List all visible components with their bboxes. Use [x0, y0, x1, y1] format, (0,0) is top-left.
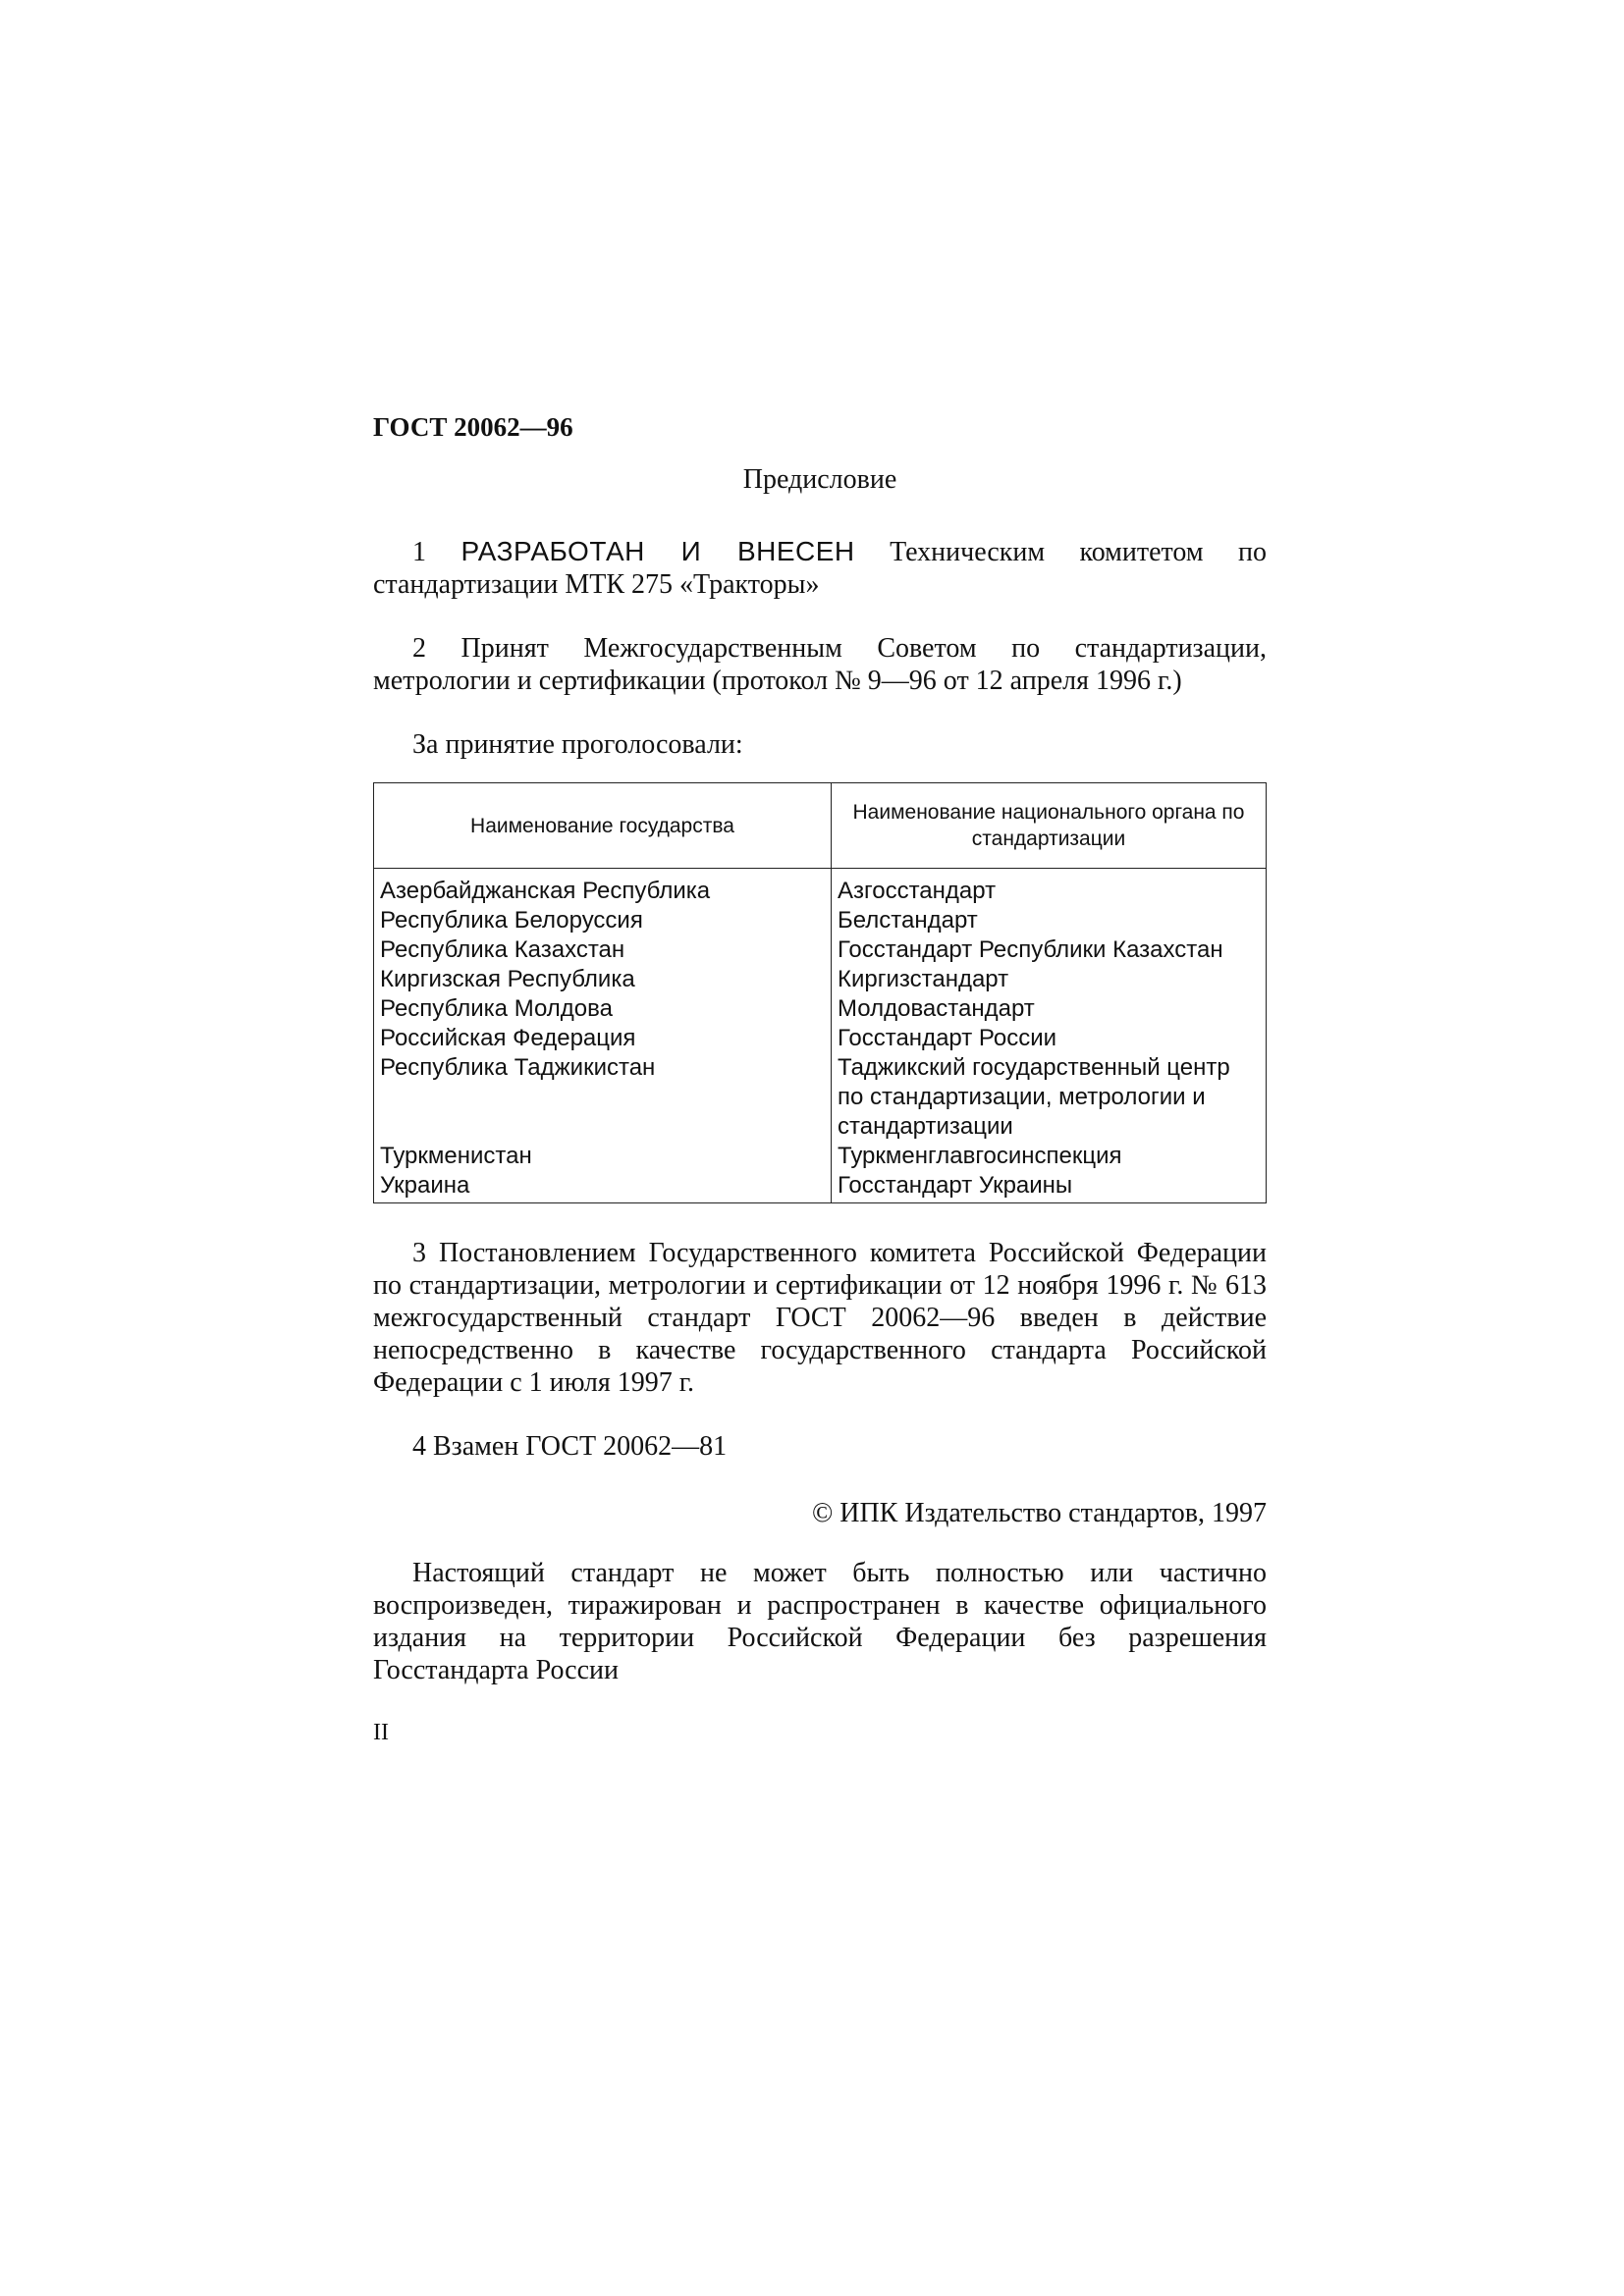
- body-cell: Азгосстандарт: [838, 878, 997, 904]
- section-title: Предисловие: [742, 464, 897, 495]
- body-cell: Госстандарт Украины: [838, 1172, 1073, 1199]
- body-cell: Таджикский государственный центр по стандартизации, метрологии и стандартизации: [838, 1054, 1230, 1140]
- body-cell: Госстандарт Республики Казахстан: [838, 936, 1223, 963]
- body-cell: Белстандарт: [838, 907, 978, 934]
- body-cell: Молдовастандарт: [838, 995, 1035, 1022]
- table-row: [374, 1053, 1267, 1142]
- state-cell: Киргизская Республика: [374, 965, 832, 994]
- voted-label: За принятие проголосовали:: [412, 729, 743, 760]
- paragraph-1: [373, 535, 1267, 601]
- state-cell: Республика Белоруссия: [374, 906, 832, 935]
- table-row: [374, 965, 1267, 994]
- body-cell: Туркменглавгосинспекция: [838, 1143, 1122, 1169]
- paragraph-1-text: Техническим комитетом по стандартизации МТК 275 «Тракторы»: [373, 537, 1268, 600]
- paragraph-2: 2 Принят Межгосударственным Советом по стандартизации, метрологии и сертификации (протокол № 9—96 от 12 апреля 1996 г.): [373, 633, 1267, 696]
- state-cell: Республика Молдова: [374, 994, 832, 1024]
- paragraph-1-number: 1: [412, 537, 426, 567]
- table-row: [374, 1171, 1267, 1203]
- reproduction-notice: Настоящий стандарт не может быть полностью или частично воспроизведен, тиражирован и распространен в качестве официального издания на территории Российской Федерации без разрешения Госстандарта России: [373, 1558, 1267, 1685]
- state-cell: Российская Федерация: [374, 1024, 832, 1053]
- paragraph-1-caps: РАЗРАБОТАН И ВНЕСЕН: [460, 536, 855, 566]
- document-code: ГОСТ 20062—96: [373, 412, 573, 442]
- paragraph-3: 3 Постановлением Государственного комитета Российской Федерации по стандартизации, метрологии и сертификации от 12 ноября 1996 г. № 613 межгосударственный стандарт ГОСТ 20062—96 введен в действие непосредственно в качестве государственного стандарта Российской Федерации с 1 июля 1997 г.: [373, 1238, 1267, 1398]
- table-row: [374, 906, 1267, 935]
- paragraph-4: 4 Взамен ГОСТ 20062—81: [412, 1431, 728, 1462]
- body-cell: Госстандарт России: [838, 1025, 1057, 1051]
- state-cell: Республика Таджикистан: [374, 1053, 832, 1142]
- table-header-body: Наименование национального органа по стандартизации: [832, 783, 1267, 869]
- document-page: [373, 407, 1267, 1747]
- state-cell: Украина: [374, 1171, 832, 1203]
- state-cell: Туркменистан: [374, 1142, 832, 1171]
- table-header-state: Наименование государства: [374, 783, 832, 869]
- table-header-row: [374, 783, 1267, 869]
- states-table: [373, 782, 1267, 1203]
- body-cell: Киргизстандарт: [838, 966, 1009, 992]
- table-row: [374, 994, 1267, 1024]
- page-number: II: [373, 1720, 389, 1745]
- table-row: [374, 935, 1267, 965]
- table-row: [374, 1024, 1267, 1053]
- table-row: [374, 869, 1267, 907]
- state-cell: Республика Казахстан: [374, 935, 832, 965]
- state-cell: Азербайджанская Республика: [374, 869, 832, 907]
- table-row: [374, 1142, 1267, 1171]
- copyright-line: © ИПК Издательство стандартов, 1997: [811, 1498, 1267, 1528]
